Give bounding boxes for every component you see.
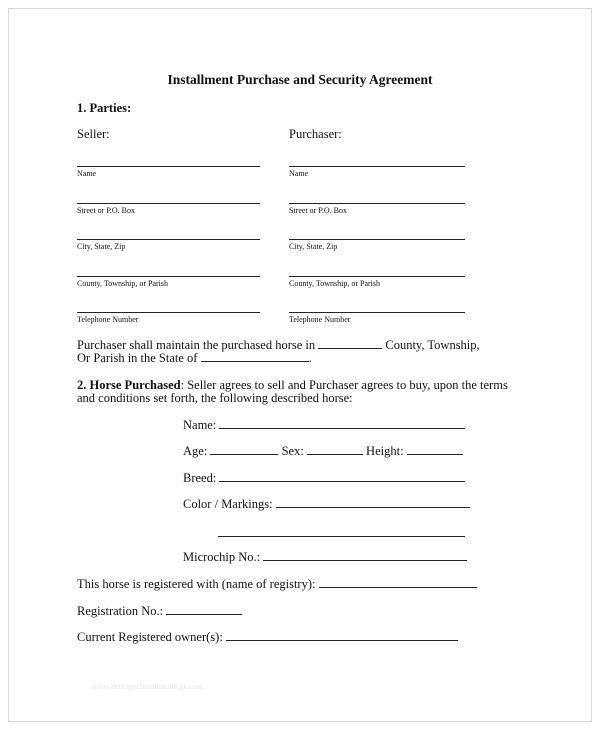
parties-heading: 1. Parties: — [77, 101, 132, 115]
horse-height-blank[interactable] — [407, 444, 463, 455]
seller-phone-line[interactable] — [77, 312, 260, 313]
purchaser-county-line[interactable] — [289, 276, 465, 277]
horse-intro-line2: and conditions set forth, the following described horse: — [77, 391, 353, 405]
seller-street-line[interactable] — [77, 203, 260, 204]
registration-blank[interactable] — [166, 604, 242, 615]
purchaser-city-line[interactable] — [289, 239, 465, 240]
horse-microchip-label: Microchip No.: — [183, 550, 261, 564]
seller-city-line[interactable] — [77, 239, 260, 240]
horse-intro-text: : Seller agrees to sell and Purchaser agrees to buy, upon the terms — [180, 378, 508, 392]
purchaser-street-label: Street or P.O. Box — [289, 206, 347, 215]
horse-age-row — [183, 444, 463, 459]
horse-color-blank[interactable] — [276, 497, 470, 508]
owners-row — [77, 630, 458, 645]
horse-sex-blank[interactable] — [307, 444, 363, 455]
seller-name-line[interactable] — [77, 166, 260, 167]
owners-blank[interactable] — [226, 630, 458, 641]
purchaser-phone-label: Telephone Number — [289, 315, 351, 324]
seller-street-label: Street or P.O. Box — [77, 206, 135, 215]
horse-color-continuation-line[interactable] — [218, 536, 465, 537]
horse-sex-label: Sex: — [281, 444, 304, 458]
purchaser-street-line[interactable] — [289, 203, 465, 204]
purchaser-name-line[interactable] — [289, 166, 465, 167]
seller-phone-label: Telephone Number — [77, 315, 139, 324]
horse-name-blank[interactable] — [219, 418, 465, 429]
purchaser-name-label: Name — [289, 169, 309, 178]
purchaser-city-label: City, State, Zip — [289, 242, 338, 251]
horse-heading: 2. Horse Purchased — [77, 378, 181, 392]
horse-breed-row — [183, 471, 465, 486]
horse-age-label: Age: — [183, 444, 208, 458]
horse-breed-label: Breed: — [183, 471, 217, 485]
seller-county-line[interactable] — [77, 276, 260, 277]
purchaser-label: Purchaser: — [289, 127, 342, 141]
seller-county-label: County, Township, or Parish — [77, 279, 168, 288]
horse-color-label: Color / Markings: — [183, 497, 273, 511]
horse-height-label: Height: — [366, 444, 404, 458]
horse-name-row — [183, 418, 465, 433]
registration-row — [77, 604, 242, 619]
maintain-state-blank[interactable] — [201, 351, 309, 362]
maintain-text-b: County, Township, — [385, 338, 480, 352]
document-title: Installment Purchase and Security Agreement — [167, 72, 433, 87]
horse-microchip-blank[interactable] — [263, 550, 467, 561]
horse-color-row — [183, 497, 470, 512]
owners-label: Current Registered owner(s): — [77, 630, 223, 644]
purchaser-county-label: County, Township, or Parish — [289, 279, 380, 288]
horse-microchip-row — [183, 550, 467, 565]
registry-row — [77, 577, 477, 592]
purchaser-phone-line[interactable] — [289, 312, 465, 313]
horse-breed-blank[interactable] — [219, 471, 465, 482]
maintain-text-c: Or Parish in the State of — [77, 351, 198, 365]
maintain-period: . — [308, 351, 312, 365]
registry-blank[interactable] — [319, 577, 477, 588]
horse-name-label: Name: — [183, 418, 217, 432]
watermark: www.heritagechristiancollege.com — [92, 682, 203, 691]
seller-label: Seller: — [77, 127, 110, 141]
horse-age-blank[interactable] — [210, 444, 278, 455]
registry-label: This horse is registered with (name of registry): — [77, 577, 316, 591]
maintain-county-blank[interactable] — [318, 338, 382, 349]
maintain-clause-line2 — [77, 351, 312, 366]
seller-city-label: City, State, Zip — [77, 242, 126, 251]
seller-name-label: Name — [77, 169, 97, 178]
registration-label: Registration No.: — [77, 604, 164, 618]
maintain-text-a: Purchaser shall maintain the purchased horse in — [77, 338, 316, 352]
